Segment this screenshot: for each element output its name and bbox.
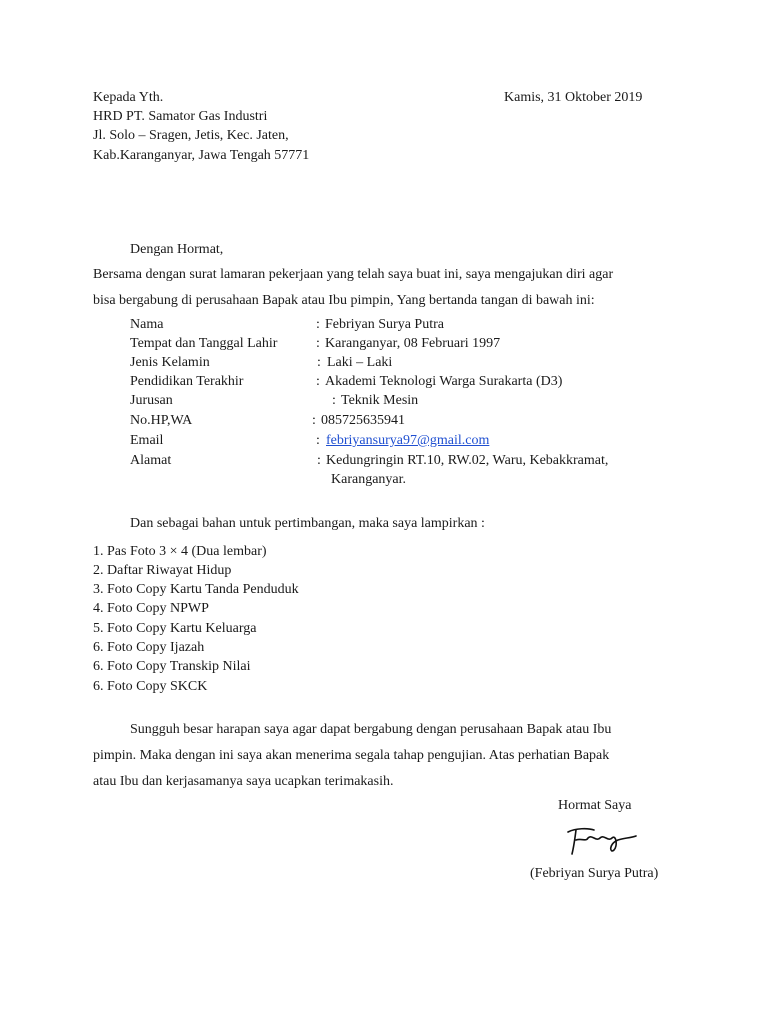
intro-line-1: Bersama dengan surat lamaran pekerjaan yang telah saya buat ini, saya mengajukan diri agar <box>93 267 614 282</box>
field-label-email: Email <box>130 433 164 448</box>
field-separator: : <box>316 317 320 332</box>
recipient-company: HRD PT. Samator Gas Industri <box>93 109 268 124</box>
field-label-ttl: Tempat dan Tanggal Lahir <box>130 336 278 351</box>
field-label-hp: No.HP,WA <box>130 413 193 428</box>
list-item: 6. Foto Copy SKCK <box>93 679 208 694</box>
field-separator: : <box>312 413 316 428</box>
field-value-nama: Febriyan Surya Putra <box>325 317 444 332</box>
field-separator: : <box>317 355 321 370</box>
greeting: Dengan Hormat, <box>130 242 224 257</box>
field-label-jurusan: Jurusan <box>130 393 173 408</box>
field-label-jenis-kelamin: Jenis Kelamin <box>130 355 210 370</box>
recipient-address-line1: Jl. Solo – Sragen, Jetis, Kec. Jaten, <box>93 128 289 143</box>
closing-line-3: atau Ibu dan kerjasamanya saya ucapkan terimakasih. <box>93 774 394 789</box>
recipient-address-line2: Kab.Karanganyar, Jawa Tengah 57771 <box>93 148 310 163</box>
field-value-ttl: Karanganyar, 08 Februari 1997 <box>325 336 501 351</box>
field-value-hp: 085725635941 <box>321 413 405 428</box>
handwritten-signature <box>562 824 642 860</box>
letter-date: Kamis, 31 Oktober 2019 <box>504 90 643 105</box>
attachments-intro: Dan sebagai bahan untuk pertimbangan, maka saya lampirkan : <box>130 516 485 531</box>
field-separator: : <box>316 374 320 389</box>
list-item: 6. Foto Copy Ijazah <box>93 640 205 655</box>
field-value-alamat: Kedungringin RT.10, RW.02, Waru, Kebakkramat, <box>326 453 609 468</box>
list-item: 4. Foto Copy NPWP <box>93 601 209 616</box>
field-label-alamat: Alamat <box>130 453 172 468</box>
field-value-jenis-kelamin: Laki – Laki <box>327 355 393 370</box>
field-separator: : <box>316 336 320 351</box>
list-item: 6. Foto Copy Transkip Nilai <box>93 659 251 674</box>
field-value-pendidikan: Akademi Teknologi Warga Surakarta (D3) <box>325 374 563 389</box>
recipient-salutation: Kepada Yth. <box>93 90 164 105</box>
field-separator: : <box>317 453 321 468</box>
field-value-jurusan: Teknik Mesin <box>341 393 419 408</box>
field-label-pendidikan: Pendidikan Terakhir <box>130 374 244 389</box>
email-link[interactable]: febriyansurya97@gmail.com <box>326 433 490 448</box>
closing-line-1: Sungguh besar harapan saya agar dapat bergabung dengan perusahaan Bapak atau Ibu <box>130 722 612 737</box>
field-separator: : <box>316 433 320 448</box>
signer-name: (Febriyan Surya Putra) <box>530 866 659 881</box>
field-value-alamat-cont: Karanganyar. <box>331 472 407 487</box>
list-item: 2. Daftar Riwayat Hidup <box>93 563 232 578</box>
closing-line-2: pimpin. Maka dengan ini saya akan menerima segala tahap pengujian. Atas perhatian Bapak <box>93 748 610 763</box>
list-item: 1. Pas Foto 3 × 4 (Dua lembar) <box>93 544 267 559</box>
field-label-nama: Nama <box>130 317 164 332</box>
field-separator: : <box>332 393 336 408</box>
intro-line-2: bisa bergabung di perusahaan Bapak atau Ibu pimpin, Yang bertanda tangan di bawah ini: <box>93 293 595 308</box>
list-item: 3. Foto Copy Kartu Tanda Penduduk <box>93 582 299 597</box>
sign-off: Hormat Saya <box>558 798 632 813</box>
list-item: 5. Foto Copy Kartu Keluarga <box>93 621 257 636</box>
